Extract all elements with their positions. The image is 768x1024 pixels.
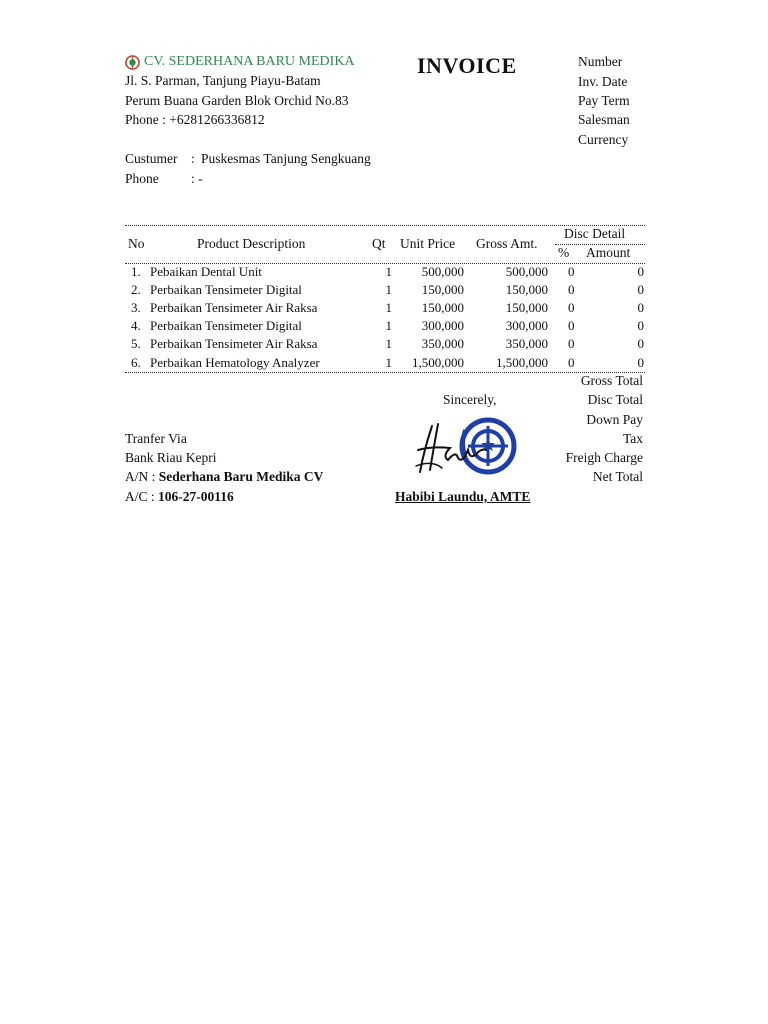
row-unit-price: 150,000	[421, 282, 464, 297]
row-disc-amount: 0	[637, 318, 644, 333]
row-description: Perbaikan Tensimeter Digital	[150, 318, 302, 333]
row-qty: 1	[385, 300, 392, 315]
row-no: 5.	[131, 336, 141, 351]
row-description: Perbaikan Tensimeter Digital	[150, 282, 302, 297]
invoice-title: INVOICE	[417, 53, 517, 78]
row-no: 3.	[131, 300, 141, 315]
col-header-gross: Gross Amt.	[476, 236, 538, 251]
account-number-label: A/C :	[125, 489, 159, 504]
company-name	[125, 54, 355, 70]
row-disc-amount: 0	[637, 264, 644, 279]
bank-name: Bank Riau Kepri	[125, 450, 217, 465]
row-gross: 350,000	[505, 336, 548, 351]
row-disc-pct: 0	[568, 282, 575, 297]
row-no: 2.	[131, 282, 141, 297]
row-gross: 1,500,000	[496, 355, 548, 370]
table-row	[125, 336, 645, 354]
tax-label: Tax	[622, 431, 643, 446]
meta-number-label: Number	[578, 54, 623, 69]
row-no: 6.	[131, 355, 141, 370]
col-header-description: Product Description	[197, 236, 306, 251]
company-phone: Phone : +6281266336812	[125, 112, 265, 127]
row-disc-pct: 0	[568, 318, 575, 333]
col-header-disc-amount: Amount	[586, 245, 631, 260]
row-qty: 1	[385, 355, 392, 370]
col-header-no: No	[128, 236, 145, 251]
table-row	[125, 355, 645, 373]
meta-salesman-label: Salesman	[578, 112, 630, 127]
row-unit-price: 300,000	[421, 318, 464, 333]
row-description: Perbaikan Tensimeter Air Raksa	[150, 336, 318, 351]
row-description: Pebaikan Dental Unit	[150, 264, 262, 279]
customer-name: Puskesmas Tanjung Sengkuang	[201, 151, 371, 166]
account-number-value: 106-27-00116	[158, 489, 234, 504]
address-line-2: Perum Buana Garden Blok Orchid No.83	[125, 93, 349, 108]
customer-phone-label: Phone	[125, 171, 159, 186]
account-name-label: A/N :	[125, 469, 159, 484]
company-logo-icon	[125, 55, 140, 70]
row-unit-price: 500,000	[421, 264, 464, 279]
signatory-name: Habibi Laundu, AMTE	[395, 489, 531, 504]
sincerely-text: Sincerely,	[443, 392, 497, 407]
row-qty: 1	[385, 318, 392, 333]
row-unit-price: 150,000	[421, 300, 464, 315]
row-gross: 150,000	[505, 282, 548, 297]
customer-sep: :	[191, 151, 195, 166]
col-header-unit-price: Unit Price	[400, 236, 456, 251]
row-no: 4.	[131, 318, 141, 333]
row-gross: 300,000	[505, 318, 548, 333]
account-number-row	[125, 489, 234, 505]
gross-total-label: Gross Total	[580, 373, 643, 388]
net-total-label: Net Total	[592, 469, 643, 484]
table-row	[125, 282, 645, 300]
account-name-value: Sederhana Baru Medika CV	[158, 469, 324, 484]
disc-total-label: Disc Total	[587, 392, 643, 407]
meta-currency-label: Currency	[578, 132, 629, 147]
col-header-qty: Qt	[372, 236, 386, 251]
transfer-via: Tranfer Via	[125, 431, 187, 446]
col-header-disc-detail: Disc Detail	[564, 226, 626, 241]
row-description: Perbaikan Hematology Analyzer	[150, 355, 320, 370]
row-no: 1.	[131, 264, 141, 279]
row-unit-price: 350,000	[421, 336, 464, 351]
row-unit-price: 1,500,000	[412, 355, 464, 370]
row-disc-pct: 0	[568, 300, 575, 315]
company-name-text: CV. SEDERHANA BARU MEDIKA	[144, 54, 355, 69]
col-header-disc-pct: %	[558, 245, 570, 260]
row-disc-pct: 0	[568, 264, 575, 279]
account-name-row	[125, 469, 323, 485]
row-disc-pct: 0	[568, 355, 575, 370]
row-qty: 1	[385, 282, 392, 297]
customer-label: Custumer	[125, 151, 178, 166]
meta-payterm-label: Pay Term	[578, 93, 630, 108]
row-description: Perbaikan Tensimeter Air Raksa	[150, 300, 318, 315]
meta-date-label: Inv. Date	[578, 74, 628, 89]
handwritten-signature	[412, 420, 492, 478]
table-row	[125, 264, 645, 282]
row-qty: 1	[385, 264, 392, 279]
row-gross: 150,000	[505, 300, 548, 315]
customer-phone-value: : -	[191, 171, 203, 186]
address-line-1: Jl. S. Parman, Tanjung Piayu-Batam	[125, 73, 321, 88]
row-disc-pct: 0	[568, 336, 575, 351]
table-row	[125, 300, 645, 318]
table-row	[125, 318, 645, 336]
row-qty: 1	[385, 336, 392, 351]
row-disc-amount: 0	[637, 355, 644, 370]
freight-charge-label: Freigh Charge	[565, 450, 643, 465]
row-disc-amount: 0	[637, 336, 644, 351]
row-gross: 500,000	[505, 264, 548, 279]
row-disc-amount: 0	[637, 300, 644, 315]
down-pay-label: Down Pay	[586, 412, 643, 427]
row-disc-amount: 0	[637, 282, 644, 297]
